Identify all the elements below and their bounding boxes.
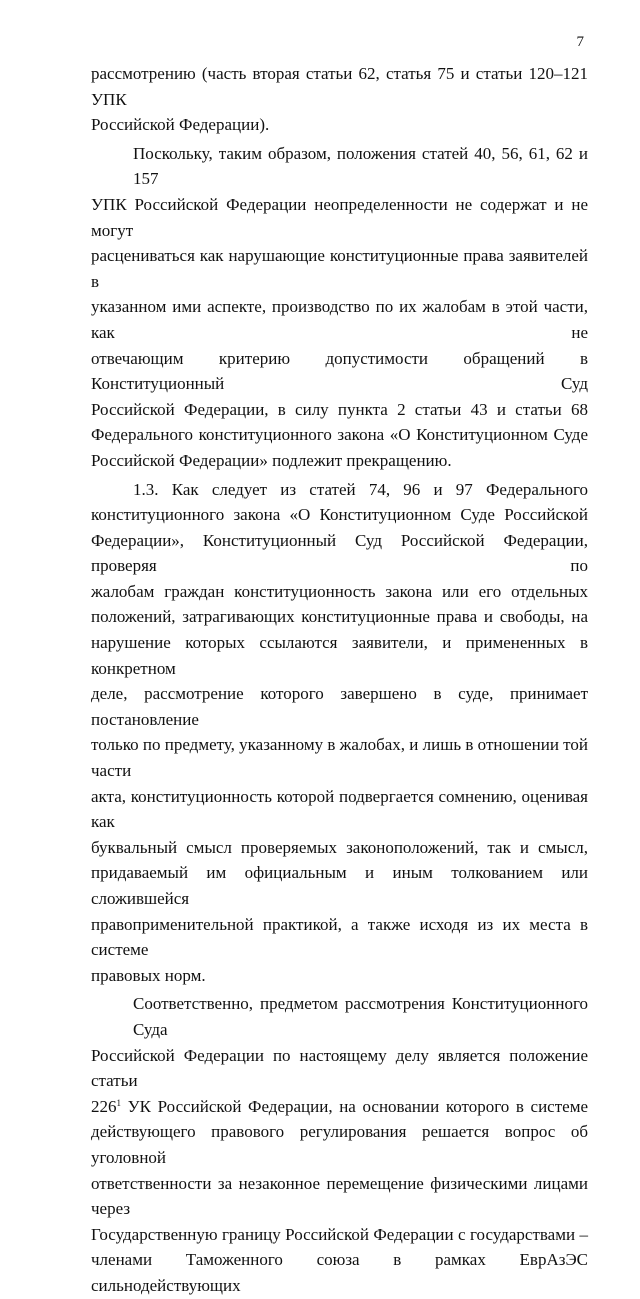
text-line: Соответственно, предметом рассмотрения Конституционного Суда (133, 994, 588, 1039)
text-line: положений, затрагивающих конституционные права и свободы, на (91, 607, 588, 627)
text-line: Российской Федерации). (91, 115, 270, 135)
text-line: нарушение которых ссылаются заявители, и примененных в конкретном (91, 633, 588, 678)
paragraph-1 (91, 61, 588, 138)
text-line: Поскольку, таким образом, положения статей 40, 56, 61, 62 и 157 (133, 143, 588, 189)
text-line: ответственности за незаконное перемещение физическими лицами через (91, 1173, 588, 1219)
text-line: Государственную границу Российской Федерации с государствами – (91, 1224, 588, 1244)
text-line: УПК Российской Федерации неопределенности не содержат и не могут (91, 194, 588, 240)
text-line: правовых норм. (91, 965, 206, 985)
text-line: только по предмету, указанному в жалобах, и лишь в отношении той части (91, 735, 588, 781)
text-line: Российской Федерации, в силу пункта 2 статьи 43 и статьи 68 (91, 399, 588, 419)
text-line: Российской Федерации» подлежит прекращению. (91, 450, 452, 470)
page-number: 7 (576, 34, 584, 50)
text-line: Федерации», Конституционный Суд Российской Федерации, проверяя по (91, 530, 588, 576)
article-line-rest: УК Российской Федерации, на основании которого в системе (121, 1096, 588, 1116)
text-line: отвечающим критерию допустимости обращений в Конституционный Суд (91, 348, 588, 394)
paragraph-3 (91, 477, 588, 989)
text-line: правоприменительной практикой, а также исходя из их места в системе (91, 914, 588, 960)
text-line-with-superscript (91, 1094, 588, 1120)
text-line: действующего правового регулирования решается вопрос об уголовной (91, 1122, 588, 1167)
text-line: Федерального конституционного закона «О Конституционном Суде (91, 425, 588, 445)
text-line: конституционного закона «О Конституционном Суде Российской (91, 505, 588, 525)
paragraph-4 (91, 991, 588, 1298)
document-body (91, 61, 588, 1299)
text-line: деле, рассмотрение которого завершено в суде, принимает постановление (91, 684, 588, 729)
article-number: 226 (91, 1096, 117, 1116)
text-line: придаваемый им официальным и иным толкованием или сложившейся (91, 863, 588, 908)
paragraph-2 (91, 141, 588, 474)
text-line: акта, конституционность которой подвергается сомнению, оценивая как (91, 786, 588, 832)
text-line: членами Таможенного союза в рамках ЕврАзЭС сильнодействующих (91, 1250, 588, 1295)
text-line: буквальный смысл проверяемых законоположений, так и смысл, (91, 837, 588, 857)
text-line: жалобам граждан конституционность закона или его отдельных (91, 581, 588, 601)
text-line: Российской Федерации по настоящему делу является положение статьи (91, 1045, 588, 1091)
text-line: 1.3. Как следует из статей 74, 96 и 97 Федерального (133, 479, 588, 499)
text-line: расцениваться как нарушающие конституционные права заявителей в (91, 246, 588, 291)
article-superscript: 1 (116, 1097, 121, 1108)
text-line: рассмотрению (часть вторая статьи 62, статья 75 и статьи 120–121 УПК (91, 64, 588, 109)
text-line: указанном ими аспекте, производство по их жалобам в этой части, как не (91, 297, 588, 342)
